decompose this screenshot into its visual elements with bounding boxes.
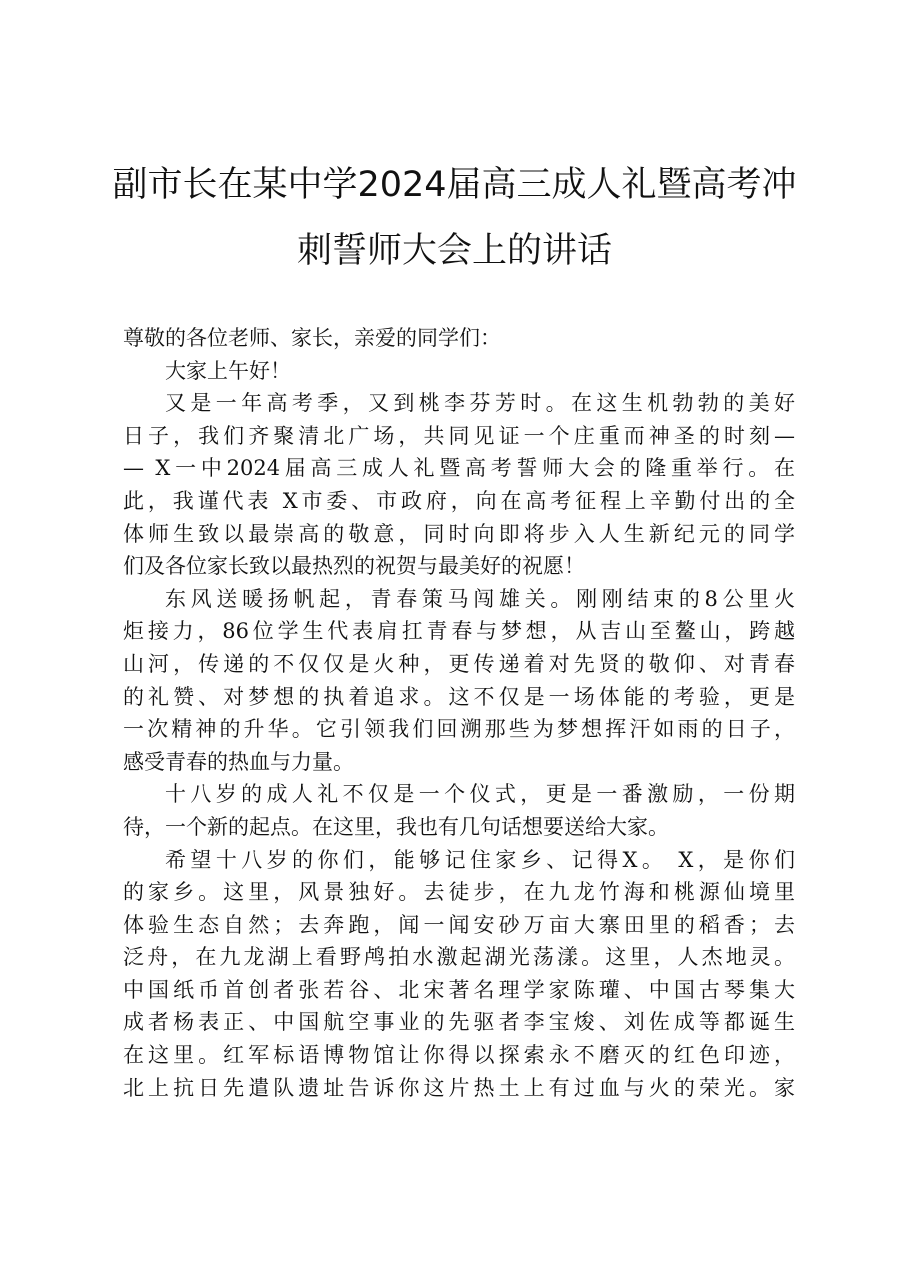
paragraph-1-line: 体师生致以最崇高的敬意，同时向即将步入人生新纪元的同学 — [123, 521, 795, 546]
greeting-line: 大家上午好！ — [165, 358, 291, 383]
paragraph-4-line: 在这里。红军标语博物馆让你得以探索永不磨灭的红色印迹， — [123, 1043, 795, 1068]
paragraph-1-line: — X一中2024届高三成人礼暨高考誓师大会的隆重举行。在 — [123, 456, 795, 481]
paragraph-4-line: 北上抗日先遣队遗址告诉你这片热土上有过血与火的荣光。家 — [123, 1075, 795, 1100]
paragraph-2-line: 山河，传递的不仅仅是火种，更传递着对先贤的敬仰、对青春 — [123, 651, 795, 676]
paragraph-1-line: 此，我谨代表 X市委、市政府，向在高考征程上辛勤付出的全 — [123, 488, 795, 513]
paragraph-2-line: 一次精神的升华。它引领我们回溯那些为梦想挥汗如雨的日子， — [123, 717, 795, 742]
paragraph-4-line: 中国纸币首创者张若谷、北宋著名理学家陈瓘、中国古琴集大 — [123, 977, 795, 1002]
document-title-line-2: 刺誓师大会上的讲话 — [296, 231, 612, 271]
paragraph-1-line: 日子，我们齐聚清北广场，共同见证一个庄重而神圣的时刻— — [123, 423, 795, 448]
paragraph-3-line: 十八岁的成人礼不仅是一个仪式，更是一番激励，一份期 — [165, 782, 795, 807]
paragraph-4-line: 的家乡。这里，风景独好。去徒步，在九龙竹海和桃源仙境里 — [123, 880, 795, 905]
paragraph-3-line: 待，一个新的起点。在这里，我也有几句话想要送给大家。 — [123, 814, 669, 839]
paragraph-1-line: 又是一年高考季，又到桃李芬芳时。在这生机勃勃的美好 — [165, 391, 795, 416]
paragraph-2-line: 感受青春的热血与力量。 — [123, 749, 354, 774]
salutation-line: 尊敬的各位老师、家长，亲爱的同学们： — [123, 326, 501, 350]
paragraph-4-line: 泛舟，在九龙湖上看野鸬拍水激起湖光荡漾。这里，人杰地灵。 — [123, 945, 795, 970]
speech-body — [123, 322, 795, 1104]
paragraph-4-line: 成者杨表正、中国航空事业的先驱者李宝焌、刘佐成等都诞生 — [123, 1010, 795, 1035]
paragraph-4-line: 希望十八岁的你们，能够记住家乡、记得X。 X，是你们 — [165, 847, 795, 872]
paragraph-4-line: 体验生态自然；去奔跑，闻一闻安砂万亩大寨田里的稻香；去 — [123, 912, 795, 937]
paragraph-1-line: 们及各位家长致以最热烈的祝贺与最美好的祝愿！ — [123, 554, 585, 579]
paragraph-2-line: 炬接力，86位学生代表肩扛青春与梦想，从吉山至鳌山，跨越 — [123, 619, 795, 644]
document-title-line-1: 副市长在某中学2024届高三成人礼暨高考冲 — [112, 165, 797, 205]
paragraph-2-line: 东风送暖扬帆起，青春策马闯雄关。刚刚结束的8公里火 — [165, 586, 795, 611]
paragraph-2-line: 的礼赞、对梦想的执着追求。这不仅是一场体能的考验，更是 — [123, 684, 795, 709]
